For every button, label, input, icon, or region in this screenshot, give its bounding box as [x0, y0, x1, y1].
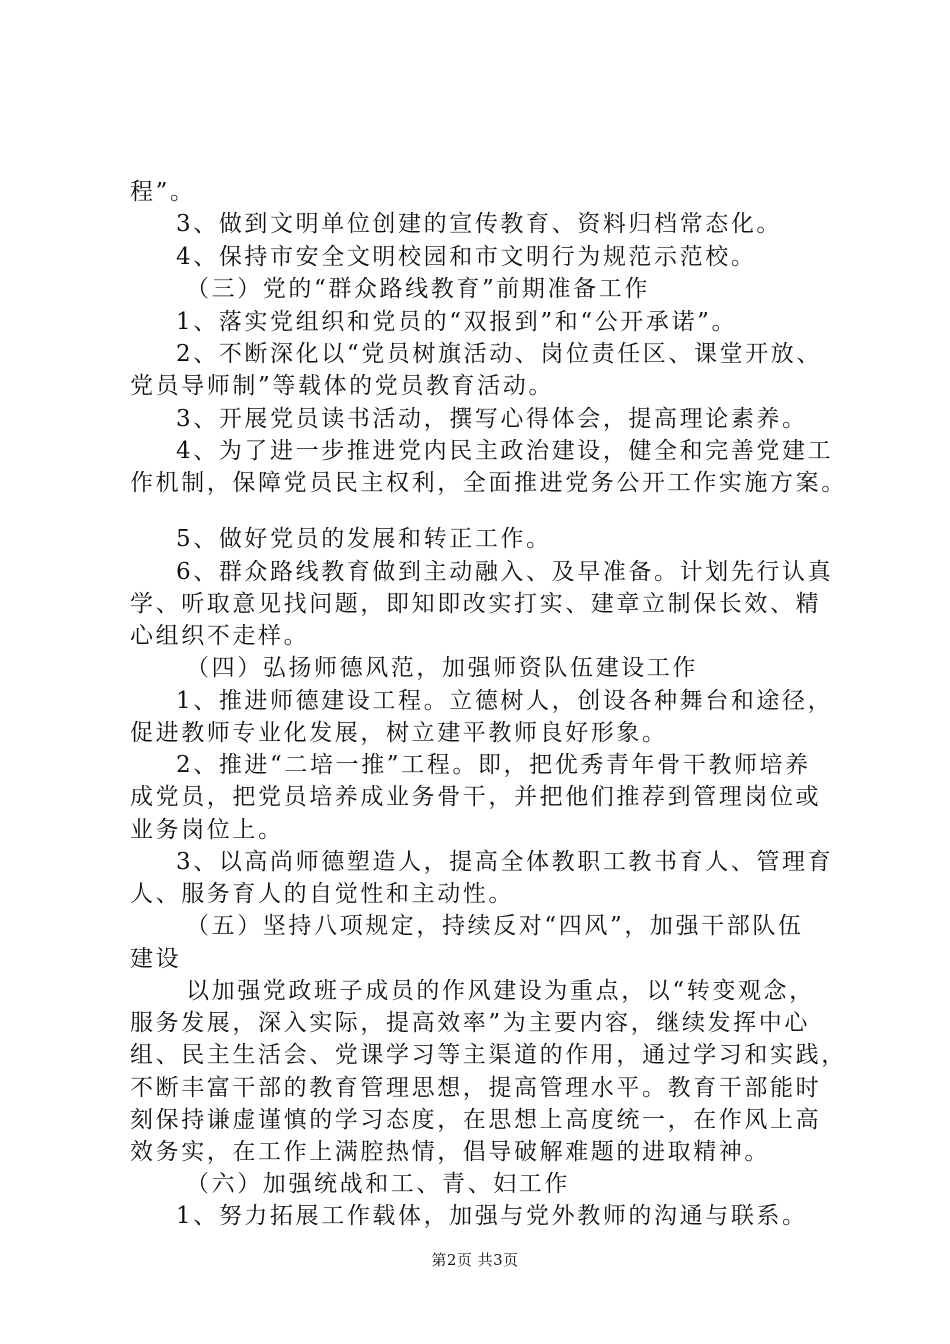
text-line: 成党员，把党员培养成业务骨干，并把他们推荐到管理岗位或: [130, 784, 822, 810]
text-line: 以加强党政班子成员的作风建设为重点，以“转变观念，: [186, 978, 815, 1004]
text-line: 3、开展党员读书活动，撰写心得体会，提高理论素养。: [176, 406, 808, 432]
text-line: 6、群众路线教育做到主动融入、及早准备。计划先行认真: [176, 559, 834, 585]
text-line: 2、推进“二培一推”工程。即，把优秀青年骨干教师培养: [176, 752, 811, 778]
section-heading: （三）党的“群众路线教育”前期准备工作: [186, 276, 650, 302]
text-line: 组、民主生活会、党课学习等主渠道的作用，通过学习和实践，: [130, 1042, 847, 1068]
text-line: 1、落实党组织和党员的“双报到”和“公开承诺”。: [176, 309, 738, 335]
section-heading: （六）加强统战和工、青、妇工作: [186, 1171, 570, 1197]
text-line: 程”。: [130, 179, 196, 205]
text-line: 学、听取意见找问题，即知即改实打实、建章立制保长效、精: [130, 591, 822, 617]
text-line: 1、努力拓展工作载体，加强与党外教师的沟通与联系。: [176, 1203, 808, 1229]
text-line: 4、为了进一步推进党内民主政治建设，健全和完善党建工: [176, 438, 834, 464]
text-line: 服务发展，深入实际，提高效率”为主要内容，继续发挥中心: [130, 1010, 810, 1036]
text-line: 党员导师制”等载体的党员教育活动。: [130, 373, 554, 399]
text-line: 3、做到文明单位创建的宣传教育、资料归档常态化。: [176, 211, 783, 237]
text-line: 1、推进师德建设工程。立德树人，创设各种舞台和途径，: [176, 688, 834, 714]
text-line: 人、服务育人的自觉性和主动性。: [130, 881, 514, 907]
section-heading: （四）弘扬师德风范，加强师资队伍建设工作: [186, 655, 698, 681]
text-line: 作机制，保障党员民主权利，全面推进党务公开工作实施方案。: [130, 470, 847, 496]
section-heading: （五）坚持八项规定，持续反对“四风”，加强干部队伍: [186, 913, 804, 939]
page-indicator: 第2页 共3页: [431, 1251, 519, 1269]
text-line: 效务实，在工作上满腔热情，倡导破解难题的进取精神。: [130, 1139, 770, 1165]
text-line: 心组织不走样。: [130, 623, 310, 649]
section-heading: 建设: [130, 946, 182, 972]
text-line: 不断丰富干部的教育管理思想，提高管理水平。教育干部能时: [130, 1075, 822, 1101]
text-line: 5、做好党员的发展和转正工作。: [176, 526, 552, 552]
text-line: 2、不断深化以“党员树旗活动、岗位责任区、课堂开放、: [176, 341, 822, 367]
text-line: 促进教师专业化发展，树立建平教师良好形象。: [130, 720, 668, 746]
text-line: 3、以高尚师德塑造人，提高全体教职工教书育人、管理育: [176, 849, 834, 875]
text-line: 业务岗位上。: [130, 817, 284, 843]
text-line: 刻保持谦虚谨慎的学习态度，在思想上高度统一，在作风上高: [130, 1107, 822, 1133]
text-line: 4、保持市安全文明校园和市文明行为规范示范校。: [176, 244, 757, 270]
